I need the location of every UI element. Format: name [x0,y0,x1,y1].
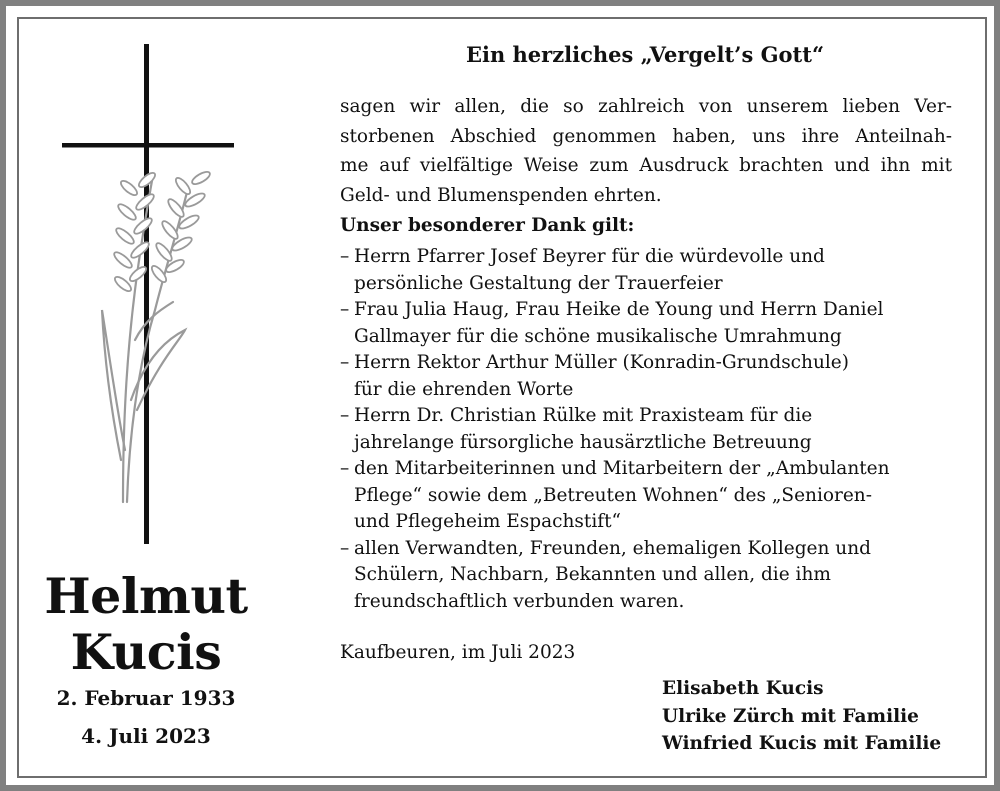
thanks-item [340,297,955,350]
thanks-item [340,536,955,616]
wheat-grains [112,170,212,294]
signers-block [662,675,941,758]
list-dash: – [340,352,350,373]
thanks-line: Schülern, Nachbarn, Bekannten und allen, die ihm [354,564,831,585]
list-dash: – [340,537,350,559]
intro-line: sagen wir allen, die so zahlreich von unserem lieben Ver- [340,96,952,117]
thanks-line: allen Verwandten, Freunden, ehemaligen Kollegen und [354,537,871,559]
list-dash: – [340,246,350,267]
deceased-first-name: Helmut [44,567,248,625]
signer-name: Elisabeth Kucis [662,678,824,699]
thanks-line: Herrn Pfarrer Josef Beyrer für die würdevolle und [354,246,825,267]
thanks-list [340,244,955,615]
thanks-line: für die ehrenden Worte [354,378,574,400]
thanks-line: den Mitarbeiterinnen und Mitarbeitern der „Ambulanten [354,458,890,479]
deceased-last-name: Kucis [70,623,222,681]
intro-line: Geld- und Blumenspenden ehrten. [340,184,662,206]
thanks-line: persönliche Gestaltung der Trauerfeier [354,272,723,294]
list-dash: – [340,458,350,479]
list-dash: – [340,405,350,426]
cross-horizontal-beam [62,143,234,148]
signer-name: Ulrike Zürch mit Familie [662,705,919,727]
intro-line: me auf vielfältige Weise zum Ausdruck brachten und ihn mit [340,155,952,176]
thanks-line: Herrn Dr. Christian Rülke mit Praxisteam für die [354,405,813,426]
thanks-line: und Pflegeheim Espachstift“ [354,511,622,532]
thanks-item [340,456,955,536]
thanks-line: Herrn Rektor Arthur Müller (Konradin-Grundschule) [354,352,849,373]
notice-heading: Ein herzliches „Vergelt’s Gott“ [465,42,825,67]
place-date: Kaufbeuren, im Juli 2023 [340,642,576,663]
intro-line: storbenen Abschied genommen haben, uns ihre Anteilnah- [340,125,952,147]
cross-icon [55,40,245,550]
thanks-line: Frau Julia Haug, Frau Heike de Young und Herrn Daniel [354,299,884,320]
deceased-block [26,568,266,747]
cross-vertical-beam [144,44,149,544]
signer-name: Winfried Kucis mit Familie [662,733,942,754]
list-dash: – [340,299,350,320]
thanks-item [340,350,955,403]
intro-paragraph [340,92,952,210]
thanks-line: jahrelange fürsorgliche hausärztliche Betreuung [354,431,812,453]
thanks-line: Gallmayer für die schöne musikalische Umrahmung [354,325,842,347]
thanks-item [340,403,955,456]
thanks-item [340,244,955,297]
thanks-line: freundschaftlich verbunden waren. [354,590,685,612]
birth-date: 2. Februar 1933 [56,686,236,710]
thanks-line: Pflege“ sowie dem „Betreuten Wohnen“ des „Senioren- [354,484,872,506]
thanks-title: Unser besonderer Dank gilt: [340,215,635,236]
death-date: 4. Juli 2023 [81,724,211,748]
